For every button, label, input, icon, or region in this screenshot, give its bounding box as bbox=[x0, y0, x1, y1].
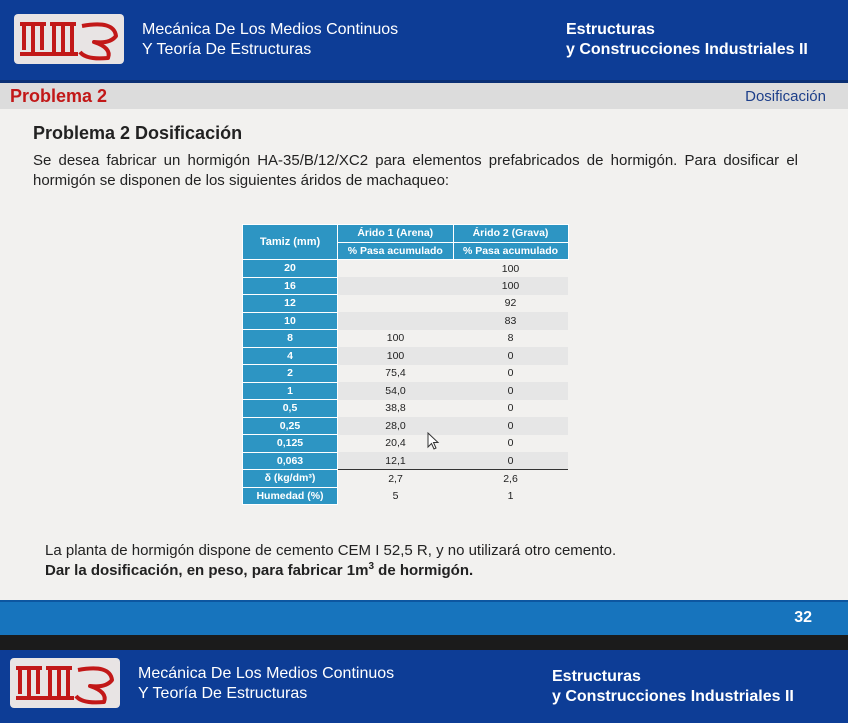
col-header-sieve: Tamiz (mm) bbox=[243, 225, 338, 260]
col-header-aggregate2: Árido 2 (Grava) bbox=[453, 225, 568, 243]
table-row: 0,063 12,1 0 bbox=[243, 452, 569, 470]
course-title-line1: Mecánica De Los Medios Continuos bbox=[142, 21, 399, 38]
sieve-table bbox=[242, 224, 569, 505]
university-logo bbox=[10, 658, 120, 708]
table-row: 20 100 bbox=[243, 260, 569, 278]
table-row: 0,25 28,0 0 bbox=[243, 417, 569, 435]
top-header-band bbox=[0, 0, 848, 83]
table-row: 16 100 bbox=[243, 277, 569, 295]
subject-title-line1: Estructuras bbox=[552, 668, 641, 685]
table-row: 0,125 20,4 0 bbox=[243, 435, 569, 453]
subject-title-line2: y Construcciones Industriales II bbox=[552, 688, 794, 705]
table-row: δ (kg/dm³) 2,7 2,6 bbox=[243, 470, 569, 488]
slide-heading: Problema 2 Dosificación bbox=[33, 123, 243, 143]
table-row: 1 54,0 0 bbox=[243, 382, 569, 400]
table-row: 10 83 bbox=[243, 312, 569, 330]
course-title-line1: Mecánica De Los Medios Continuos bbox=[138, 665, 395, 682]
col-header-aggregate1: Árido 1 (Arena) bbox=[338, 225, 454, 243]
table-row: 2 75,4 0 bbox=[243, 365, 569, 383]
subject-title-line2: y Construcciones Industriales II bbox=[566, 41, 808, 58]
slide-content bbox=[0, 83, 848, 603]
table-row: 4 100 0 bbox=[243, 347, 569, 365]
course-title-line2: Y Teoría De Estructuras bbox=[142, 41, 312, 58]
course-title-line2: Y Teoría De Estructuras bbox=[138, 685, 308, 702]
task-statement: Dar la dosificación, en peso, para fabricar $1m^3$ de hormigón. bbox=[45, 561, 474, 579]
bottom-header-band bbox=[0, 650, 848, 723]
page-number: 32 bbox=[794, 609, 812, 626]
closing-paragraph: La planta de hormigón dispone de cemento CEM I 52,5 R, y no utilizará otro cemento. bbox=[45, 542, 617, 559]
mouse-cursor-icon bbox=[427, 432, 441, 452]
subject-title-line1: Estructuras bbox=[566, 21, 655, 38]
table-row: Humedad (%) 5 1 bbox=[243, 487, 569, 505]
slide-subheader bbox=[0, 83, 848, 109]
table-row: 0,5 38,8 0 bbox=[243, 400, 569, 418]
slide-footer-bar bbox=[0, 600, 848, 635]
intro-paragraph: Se desea fabricar un hormigón HA-35/B/12/XC2 para elementos prefabricados de hormigón. Para dosificar el hormigón se disponen de los siguientes áridos de machaqueo: bbox=[33, 152, 798, 189]
col-subheader-aggregate2: % Pasa acumulado bbox=[453, 242, 568, 260]
section-tag: Dosificación bbox=[745, 88, 826, 105]
table-row: 12 92 bbox=[243, 295, 569, 313]
col-subheader-aggregate1: % Pasa acumulado bbox=[338, 242, 454, 260]
table-row: 8 100 8 bbox=[243, 330, 569, 348]
university-logo bbox=[14, 14, 124, 64]
problem-tag: Problema 2 bbox=[10, 86, 108, 106]
